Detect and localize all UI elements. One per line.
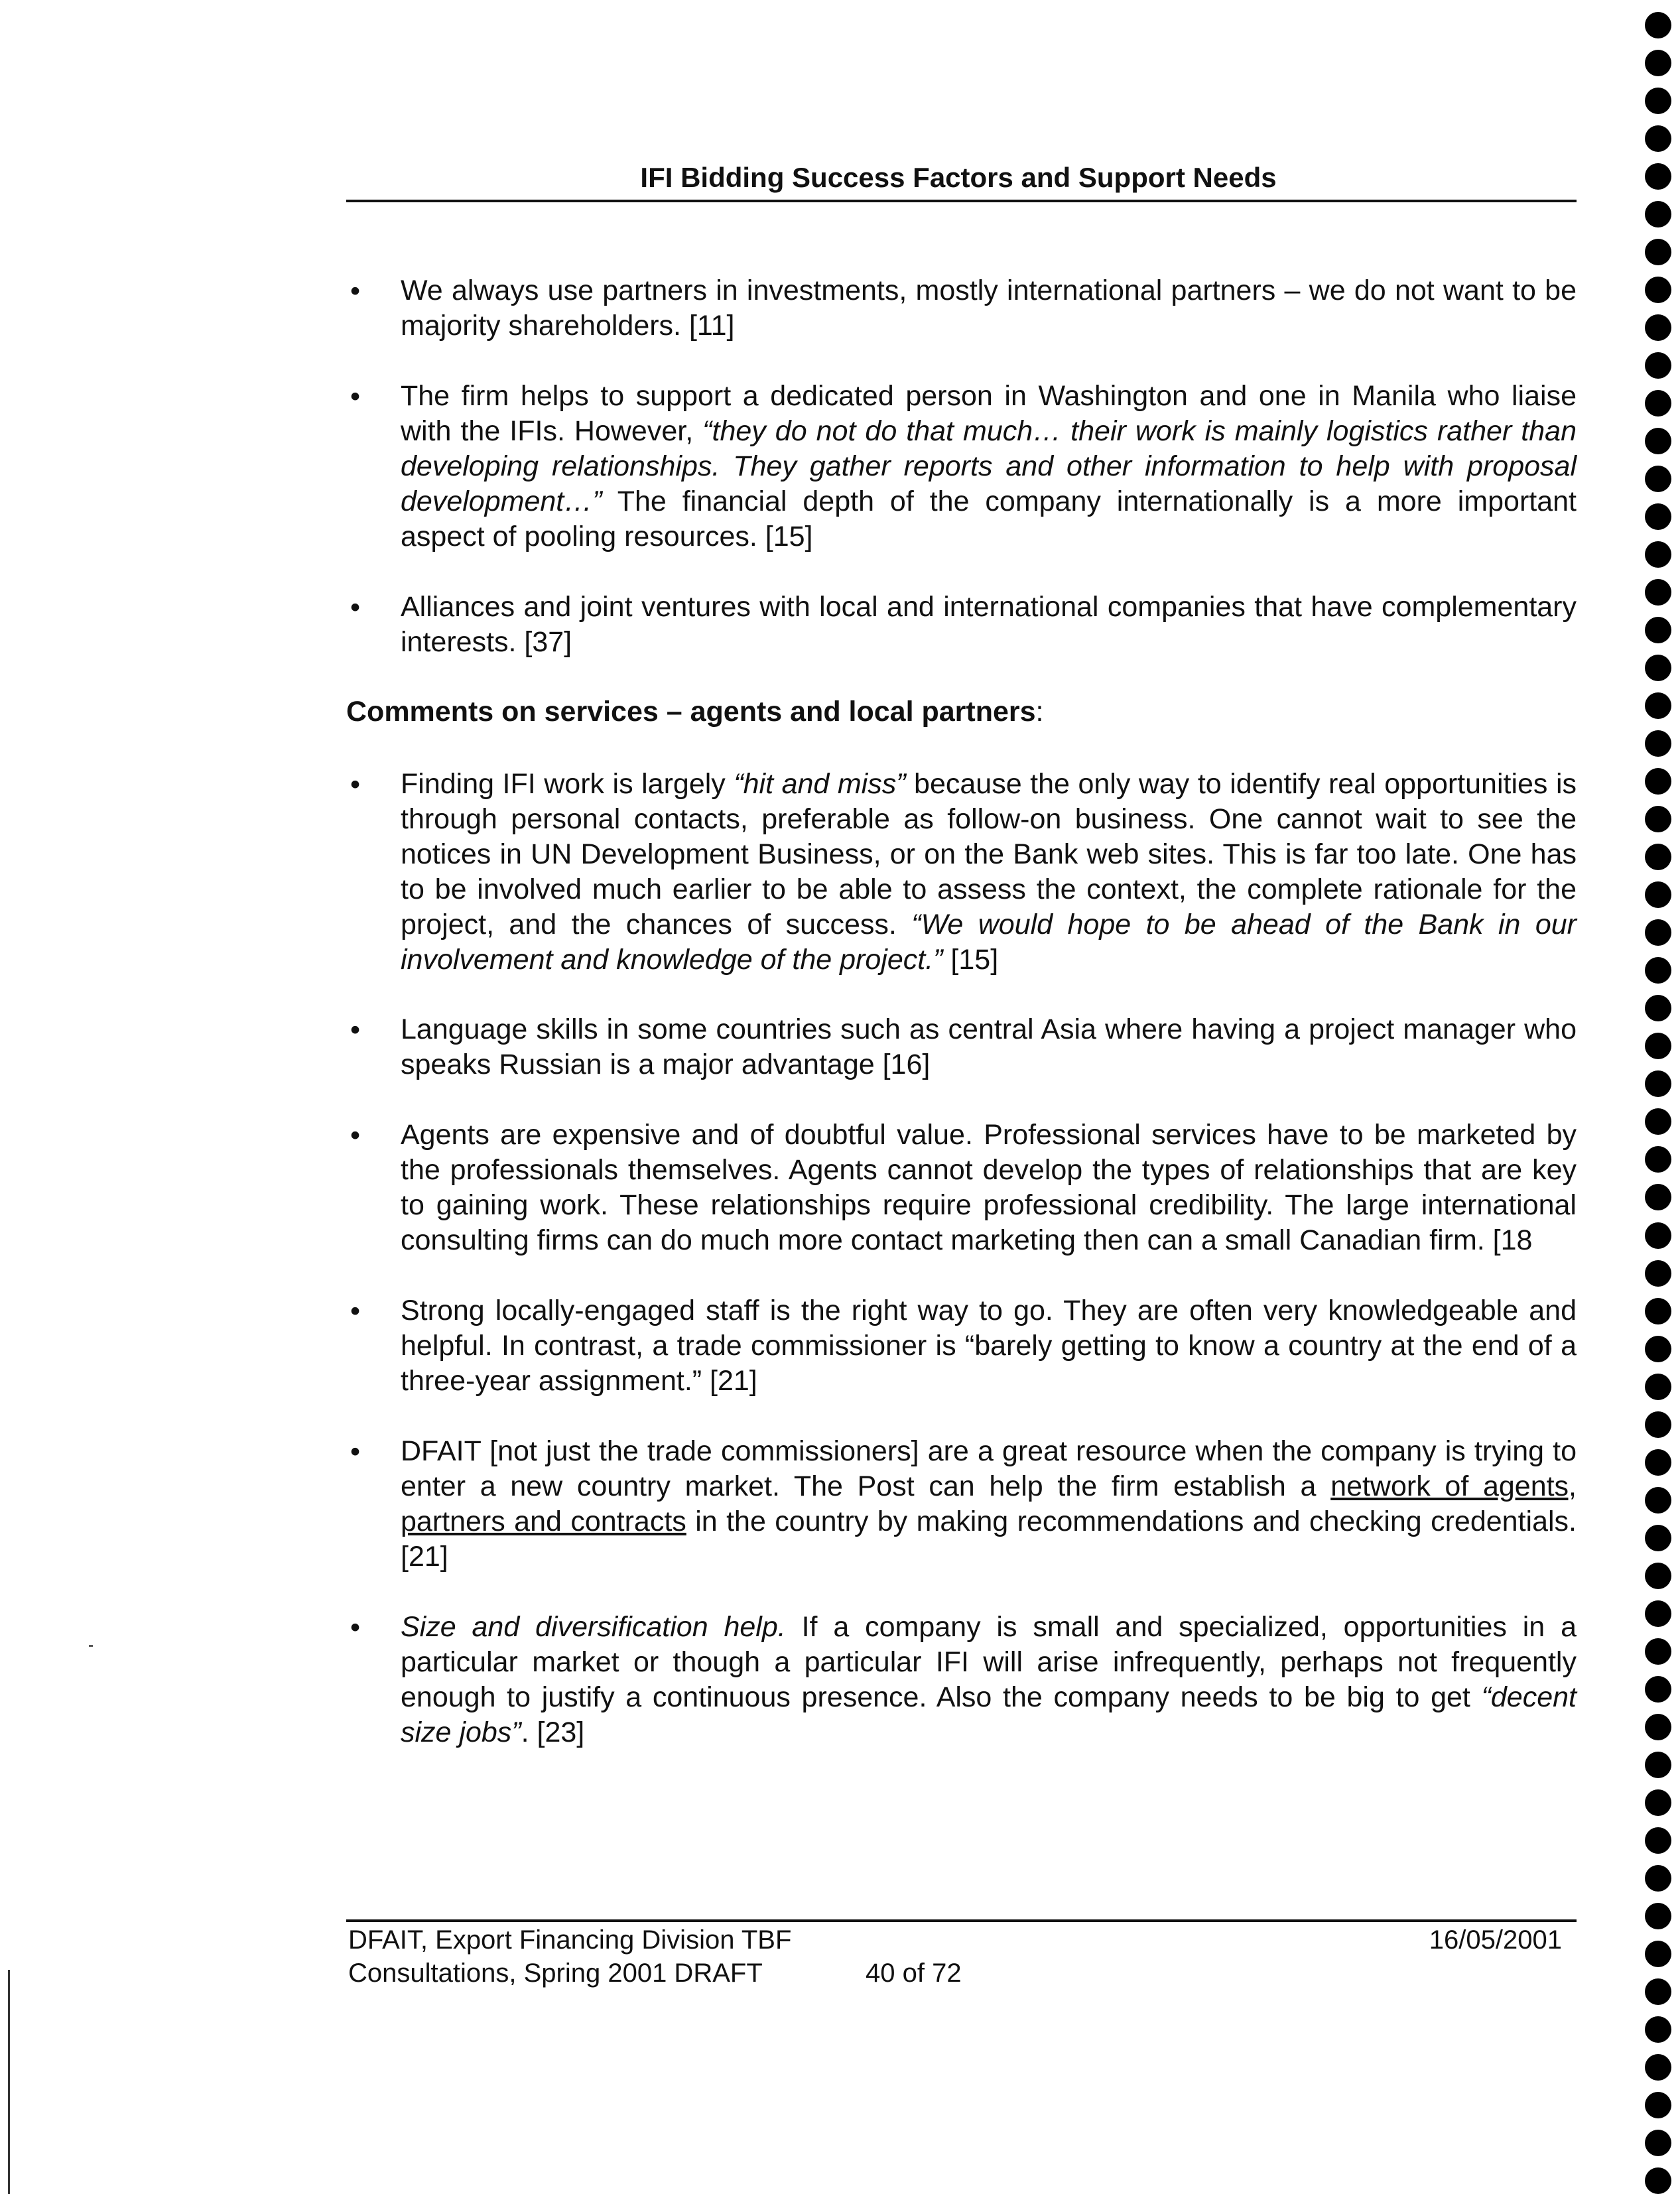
bullet-item xyxy=(346,1434,1577,1575)
binding-hole xyxy=(1645,1336,1671,1362)
binding-hole xyxy=(1645,88,1671,114)
binding-hole xyxy=(1645,655,1671,681)
bullet-text: DFAIT [not just the trade commissioners] are a great resource when the company is trying to enter a new country market. The Post can help the firm establish a xyxy=(401,1435,1577,1502)
binding-hole xyxy=(1645,617,1671,643)
bullet-item xyxy=(346,1610,1577,1750)
bullet-quote: “they do not do that much… their work is mainly logistics rather than developing relationships. They gather reports and other information to help with proposal development…” xyxy=(401,415,1577,517)
binding-hole xyxy=(1645,806,1671,832)
bullet-marker: • xyxy=(350,1120,361,1151)
binding-hole xyxy=(1645,1752,1671,1778)
binding-hole xyxy=(1645,1600,1671,1627)
spiral-binding-holes xyxy=(1637,12,1679,2194)
bullet-text: in the country by making recommendations and checking credentials. [21] xyxy=(401,1506,1577,1573)
binding-hole xyxy=(1645,692,1671,719)
binding-hole xyxy=(1645,201,1671,227)
footer-organization xyxy=(348,1923,852,1990)
footer-rule xyxy=(346,1919,1577,1922)
header-rule xyxy=(346,200,1577,202)
bullet-text: Agents are expensive and of doubtful value. Professional services have to be marketed by the professionals themselves. Agents cannot develop the types of relationships that are key to gaining work. These relationships require professional credibility. The large international consulting firms can do much more contact marketing then can a small Canadian firm. [18 xyxy=(401,1119,1577,1256)
binding-hole xyxy=(1645,466,1671,492)
bullet-text: Alliances and joint ventures with local and international companies that have complementary interests. [37] xyxy=(401,591,1577,658)
bullet-quote: “hit and miss” xyxy=(734,768,906,800)
scan-speck xyxy=(89,1645,93,1647)
bullet-item xyxy=(346,1293,1577,1399)
binding-hole xyxy=(1645,1676,1671,1703)
binding-hole xyxy=(1645,1978,1671,2005)
binding-hole xyxy=(1645,2130,1671,2156)
bullet-item xyxy=(346,379,1577,554)
binding-hole xyxy=(1645,1525,1671,1551)
binding-hole xyxy=(1645,541,1671,568)
binding-hole xyxy=(1645,1941,1671,1967)
bullet-item xyxy=(346,273,1577,344)
bullet-text: Strong locally-engaged staff is the right way to go. They are often very knowledgeable and helpful. In contrast, a trade commissioner is “barely getting to know a country at the end of a three-year assignment.” [21] xyxy=(401,1295,1577,1397)
bullet-quote: “We would hope to be ahead of the Bank in our involvement and knowledge of the project.” xyxy=(401,909,1577,976)
footer-date: 16/05/2001 xyxy=(1429,1925,1562,1955)
binding-hole xyxy=(1645,1865,1671,1892)
bullet-text: Language skills in some countries such as central Asia where having a project manager who speaks Russian is a major advantage [16] xyxy=(401,1013,1577,1080)
binding-hole xyxy=(1645,2054,1671,2081)
binding-hole xyxy=(1645,277,1671,303)
binding-hole xyxy=(1645,1449,1671,1476)
underlined-phrase: network of agents, partners and contracts xyxy=(401,1470,1577,1537)
binding-hole xyxy=(1645,768,1671,795)
binding-hole xyxy=(1645,239,1671,265)
binding-hole xyxy=(1645,1903,1671,1929)
binding-hole xyxy=(1645,352,1671,379)
binding-hole xyxy=(1645,881,1671,908)
binding-hole xyxy=(1645,50,1671,76)
bullet-text: [15] xyxy=(942,944,999,976)
bullet-quote: “decent size jobs” xyxy=(401,1681,1577,1748)
bullet-item xyxy=(346,1118,1577,1258)
section-heading-text: Comments on services – agents and local partners xyxy=(346,696,1036,728)
binding-hole xyxy=(1645,1487,1671,1514)
bullet-item xyxy=(346,1012,1577,1082)
binding-hole xyxy=(1645,2167,1671,2194)
binding-hole xyxy=(1645,730,1671,757)
bullet-text: We always use partners in investments, mostly international partners – we do not want to be majority shareholders. [11] xyxy=(401,275,1577,342)
bullet-marker: • xyxy=(350,1612,361,1644)
binding-hole xyxy=(1645,1411,1671,1438)
binding-hole xyxy=(1645,2016,1671,2043)
bullet-item xyxy=(346,767,1577,978)
binding-hole xyxy=(1645,919,1671,946)
binding-hole xyxy=(1645,1638,1671,1665)
binding-hole xyxy=(1645,1070,1671,1097)
footer-org-line: Consultations, Spring 2001 DRAFT xyxy=(348,1959,763,1988)
bullet-marker: • xyxy=(350,275,361,307)
bullet-text: The financial depth of the company internationally is a more important aspect of pooling resources. [15] xyxy=(401,485,1577,552)
binding-hole xyxy=(1645,1714,1671,1740)
footer-org-line: DFAIT, Export Financing Division TBF xyxy=(348,1925,792,1955)
bullet-marker: • xyxy=(350,1295,361,1327)
binding-hole xyxy=(1645,1108,1671,1135)
bullet-marker: • xyxy=(350,1014,361,1046)
bullet-marker: • xyxy=(350,1436,361,1468)
binding-hole xyxy=(1645,844,1671,870)
binding-hole xyxy=(1645,1033,1671,1059)
binding-hole xyxy=(1645,957,1671,984)
binding-hole xyxy=(1645,1184,1671,1210)
page-header-title: IFI Bidding Success Factors and Support Needs xyxy=(640,162,1277,193)
binding-hole xyxy=(1645,2092,1671,2118)
binding-hole xyxy=(1645,1260,1671,1287)
section-heading-suffix: : xyxy=(1035,696,1044,728)
bullet-marker: • xyxy=(350,592,361,623)
bullet-text: If a company is small and specialized, opportunities in a particular market or though a particular IFI will arise infrequently, perhaps not frequently enough to justify a continuous presence. Also the company needs to be big to get xyxy=(401,1611,1577,1713)
bullet-marker: • xyxy=(350,769,361,801)
binding-hole xyxy=(1645,1374,1671,1400)
binding-hole xyxy=(1645,1789,1671,1816)
bullet-marker: • xyxy=(350,381,361,413)
binding-hole xyxy=(1645,1298,1671,1324)
page-body xyxy=(346,273,1577,1750)
bullet-item xyxy=(346,590,1577,660)
binding-hole xyxy=(1645,12,1671,38)
binding-hole xyxy=(1645,163,1671,190)
binding-hole xyxy=(1645,995,1671,1021)
binding-hole xyxy=(1645,1146,1671,1173)
bullet-text: Finding IFI work is largely xyxy=(401,768,734,800)
bullet-text: The firm helps to support a dedicated person in Washington and one in Manila who liaise with the IFIs. However, xyxy=(401,380,1577,447)
binding-hole xyxy=(1645,1563,1671,1589)
section-heading xyxy=(346,694,1577,730)
binding-hole xyxy=(1645,390,1671,417)
binding-hole xyxy=(1645,579,1671,606)
binding-hole xyxy=(1645,1222,1671,1249)
bullet-text: . [23] xyxy=(521,1716,585,1748)
bullet-text: because the only way to identify real opportunities is through personal contacts, preferable as follow-on business. One cannot wait to see the notices in UN Development Business, or on the Bank web sites. This is far too late. One has to be involved much earlier to be able to assess the context, the complete rationale for the project, and the chances of success. xyxy=(401,768,1577,940)
bullet-lead: Size and diversification help. xyxy=(401,1611,786,1643)
binding-hole xyxy=(1645,503,1671,530)
binding-hole xyxy=(1645,428,1671,454)
scan-edge-mark xyxy=(8,1970,10,2194)
binding-hole xyxy=(1645,314,1671,341)
binding-hole xyxy=(1645,1827,1671,1854)
page-number: 40 of 72 xyxy=(866,1959,962,1988)
binding-hole xyxy=(1645,125,1671,152)
